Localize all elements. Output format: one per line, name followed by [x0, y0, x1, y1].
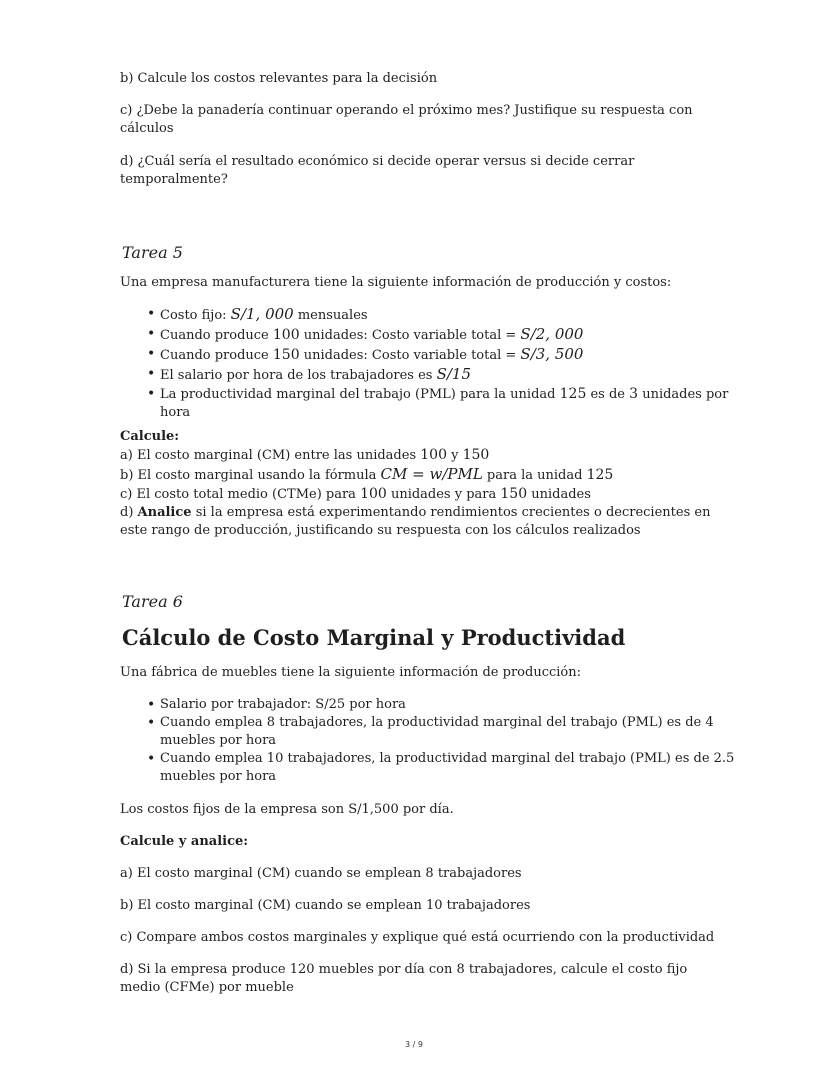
fixed-costs-text: Los costos fijos de la empresa son S/1,500 por día. [120, 802, 454, 817]
task-6-question-d: d) Si la empresa produce 120 muebles por día con 8 trabajadores, calcule el costo fijo medio (CFMe) por mueble [120, 962, 688, 995]
question-c: c) El costo total medio (CTMe) para 100 unidades y para 150 unidades [120, 486, 591, 502]
task-6-intro: Una fábrica de muebles tiene la siguiente información de producción: [120, 665, 581, 680]
page-number: 3 / 9 [405, 1040, 423, 1049]
question-d-prev: d) ¿Cuál sería el resultado económico si decide operar versus si decide cerrar temporalmente? [120, 154, 635, 187]
list-item: • Cuando emplea 10 trabajadores, la productividad marginal del trabajo (PML) es de 2.5 muebles por hora [160, 750, 760, 786]
section-heading: Cálculo de Costo Marginal y Productividad [122, 625, 626, 650]
list-item: • El salario por hora de los trabajadores es S/15 [160, 365, 760, 385]
task-6-bullet-list [120, 696, 760, 786]
task-6-question-b: b) El costo marginal (CM) cuando se emplean 10 trabajadores [120, 898, 531, 913]
question-b: b) El costo marginal usando la fórmula CM = w/PML para la unidad 125 [120, 465, 614, 483]
question-a: a) El costo marginal (CM) entre las unidades 100 y 150 [120, 447, 490, 463]
task-5-intro: Una empresa manufacturera tiene la siguiente información de producción y costos: [120, 275, 672, 290]
calc-analyze-heading: Calcule y analice: [120, 834, 249, 849]
task-6-question-a: a) El costo marginal (CM) cuando se emplean 8 trabajadores [120, 866, 522, 881]
task-5-title: Tarea 5 [122, 243, 183, 262]
task-6-question-c: c) Compare ambos costos marginales y explique qué está ocurriendo con la productividad [120, 930, 715, 945]
calc-heading: Calcule: [120, 429, 180, 444]
list-item: • Costo fijo: S/1, 000 mensuales [160, 305, 760, 325]
list-item: • Cuando produce 150 unidades: Costo variable total = S/3, 500 [160, 345, 760, 365]
question-c-prev: c) ¿Debe la panadería continuar operando el próximo mes? Justifique su respuesta con cálculos [120, 103, 693, 136]
task-5-calc-section [120, 428, 720, 540]
list-item: • La productividad marginal del trabajo (PML) para la unidad 125 es de 3 unidades por hora [160, 385, 760, 422]
question-b-prev: b) Calcule los costos relevantes para la decisión [120, 71, 438, 86]
task-5-bullet-list [120, 305, 760, 422]
list-item: • Cuando emplea 8 trabajadores, la productividad marginal del trabajo (PML) es de 4 muebles por hora [160, 714, 760, 750]
task-6-title: Tarea 6 [122, 592, 183, 611]
question-d: d) Analice si la empresa está experimentando rendimientos crecientes o decrecientes en este rango de producción, justificando su respuesta con los cálculos realizados [120, 505, 711, 538]
list-item: • Cuando produce 100 unidades: Costo variable total = S/2, 000 [160, 325, 760, 345]
list-item: • Salario por trabajador: S/25 por hora [160, 696, 760, 714]
